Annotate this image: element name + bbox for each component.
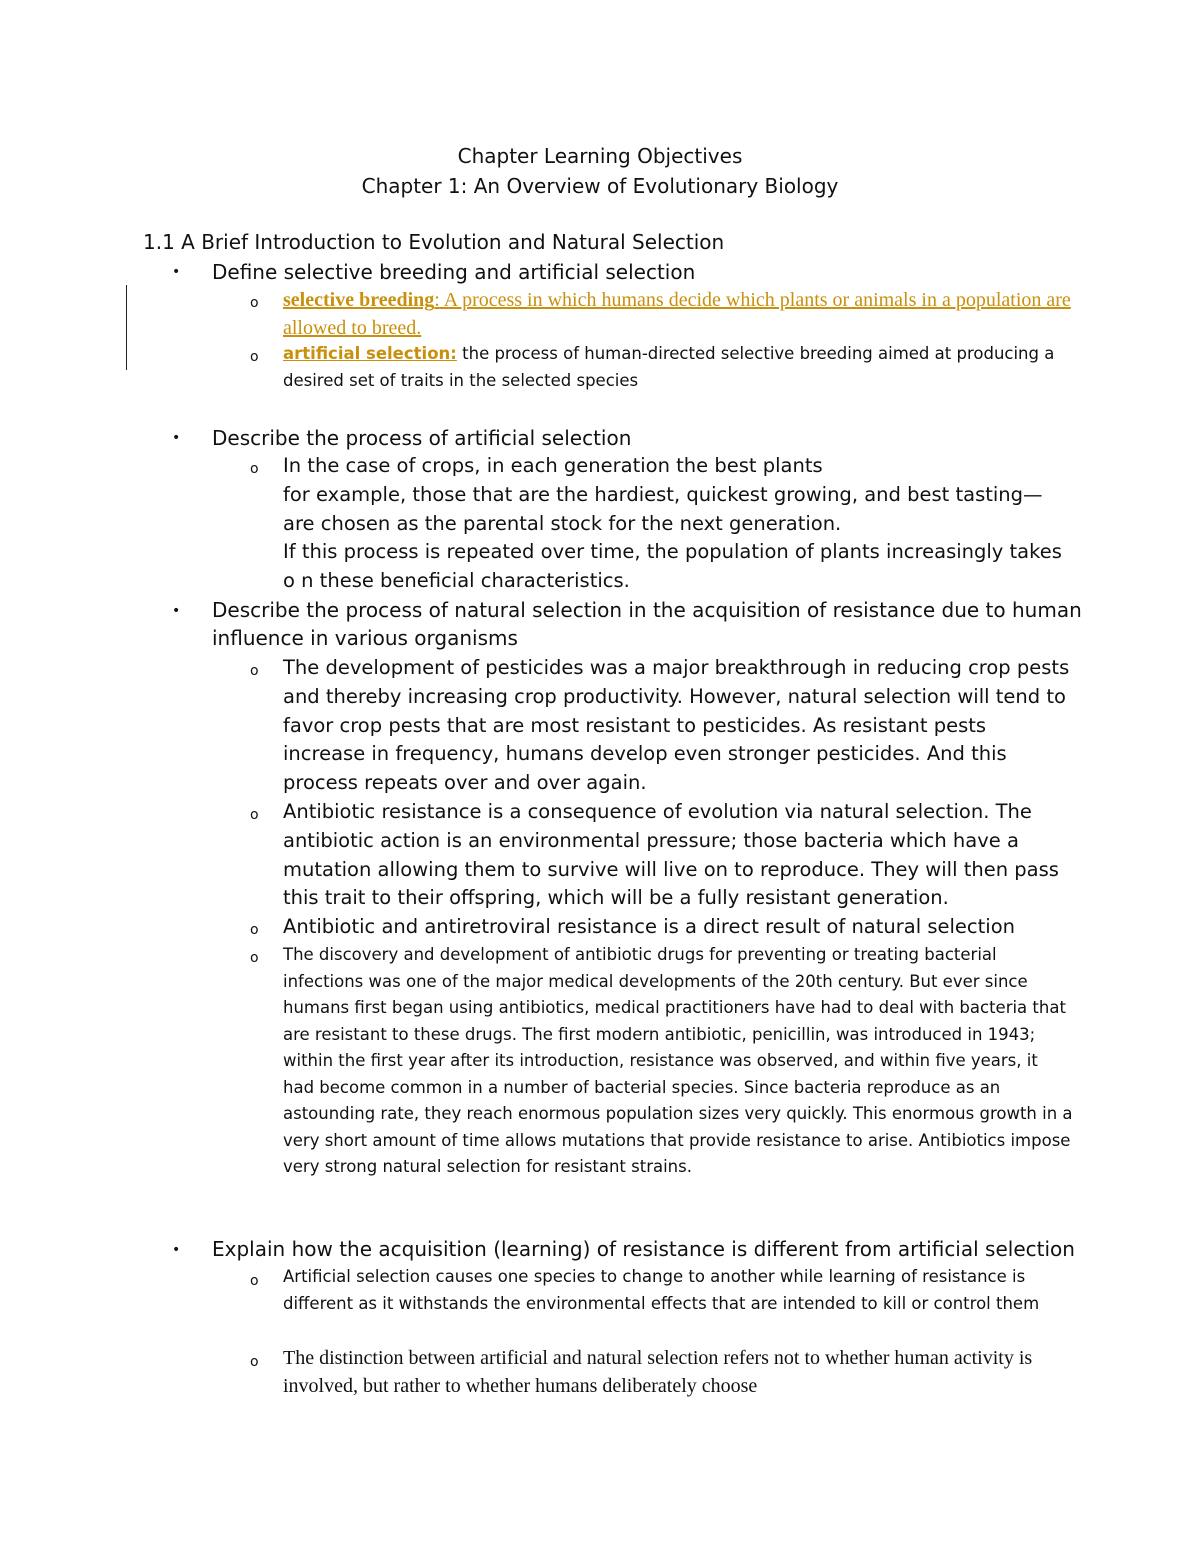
sub-bullet-icon: o: [250, 349, 259, 365]
sub-bullet-icon: o: [250, 1354, 259, 1370]
definition-selective-breeding: selective breeding: A process in which humans decide which plants or animals in a population are allowed to breed.: [283, 289, 1071, 339]
pesticide-text: The development of pesticides was a major breakthrough in reducing crop pests and thereby increasing crop productivity. However, natural selection will tend to favor crop pests that are most resistant to pesticides. As resistant pests increase in frequency, humans develop even stronger pesticides. And this process repeats over and over again.: [283, 656, 1070, 795]
antibiotic-history-text: The discovery and development of antibiotic drugs for preventing or treating bacterial infections was one of the major medical developments of the 20th century. But ever since humans first began using antibiotics, medical practitioners have had to deal with bacteria that are resistant to these drugs. The first modern antibiotic, penicillin, was introduced in 1943; within the first year after its introduction, resistance was observed, and within five years, it had become common in a number of bacterial species. Since bacteria reproduce as an astounding rate, they reach enormous population sizes very quickly. This enormous growth in a very short amount of time allows mutations that provide resistance to arise. Antibiotics impose very strong natural selection for resistant strains.: [283, 945, 1073, 1176]
bullet-icon: •: [172, 603, 181, 619]
definition-text: A process in which humans decide which plants or animals in a population are allowed to breed.: [283, 289, 1071, 339]
selection-distinction-text: The distinction between artificial and natural selection refers not to whether human activity is involved, but rather to whether humans deliberately choose: [283, 1347, 1033, 1397]
section-heading: 1.1 A Brief Introduction to Evolution and Natural Selection: [143, 230, 725, 254]
objective-heading: Describe the process of artificial selection: [212, 426, 632, 450]
sub-bullet-icon: o: [250, 663, 259, 679]
learning-resistance-text: Artificial selection causes one species to change to another while learning of resistance is different as it withstands the environmental effects that are intended to kill or control them: [283, 1267, 1040, 1313]
bullet-icon: •: [172, 430, 181, 446]
sub-bullet-icon: o: [250, 807, 259, 823]
sub-bullet-icon: o: [250, 950, 259, 966]
term-artificial-selection: artificial selection:: [283, 344, 457, 363]
sub-bullet-icon: o: [250, 1273, 259, 1289]
definition-artificial-selection: [283, 341, 1073, 394]
term-selective-breeding: selective breeding: [283, 289, 435, 311]
bullet-icon: •: [172, 264, 181, 280]
antibiotic-resistance-text: Antibiotic resistance is a consequence of evolution via natural selection. The antibiotic action is an environmental pressure; those bacteria which have a mutation allowing them to survive will live on to reproduce. They will then pass this trait to their offspring, which will be a fully resistant generation.: [283, 800, 1059, 910]
objective-heading: Describe the process of natural selection in the acquisition of resistance due to human influence in various organisms: [212, 598, 1082, 650]
document-title: Chapter Learning Objectives: [457, 144, 743, 168]
sub-bullet-icon: o: [250, 922, 259, 938]
antiretroviral-text: Antibiotic and antiretroviral resistance is a direct result of natural selection: [283, 915, 1015, 938]
crop-selection-text: In the case of crops, in each generation the best plants for example, those that are the hardiest, quickest growing, and best tasting—are chosen as the parental stock for the next generation. If this process is repeated over time, the population of plants increasingly takes o n these beneficial characteristics.: [283, 454, 1062, 593]
document-subtitle: Chapter 1: An Overview of Evolutionary Biology: [361, 174, 839, 198]
bullet-icon: •: [172, 1242, 181, 1258]
sub-bullet-icon: o: [250, 295, 259, 311]
definition-text: the process of human-directed selective breeding aimed at producing a desired set of traits in the selected species: [283, 344, 1055, 390]
sub-bullet-icon: o: [250, 461, 259, 477]
revision-change-bar: [126, 285, 127, 370]
objective-heading: Explain how the acquisition (learning) of resistance is different from artificial selection: [212, 1237, 1075, 1261]
objective-heading: Define selective breeding and artificial selection: [212, 260, 696, 284]
